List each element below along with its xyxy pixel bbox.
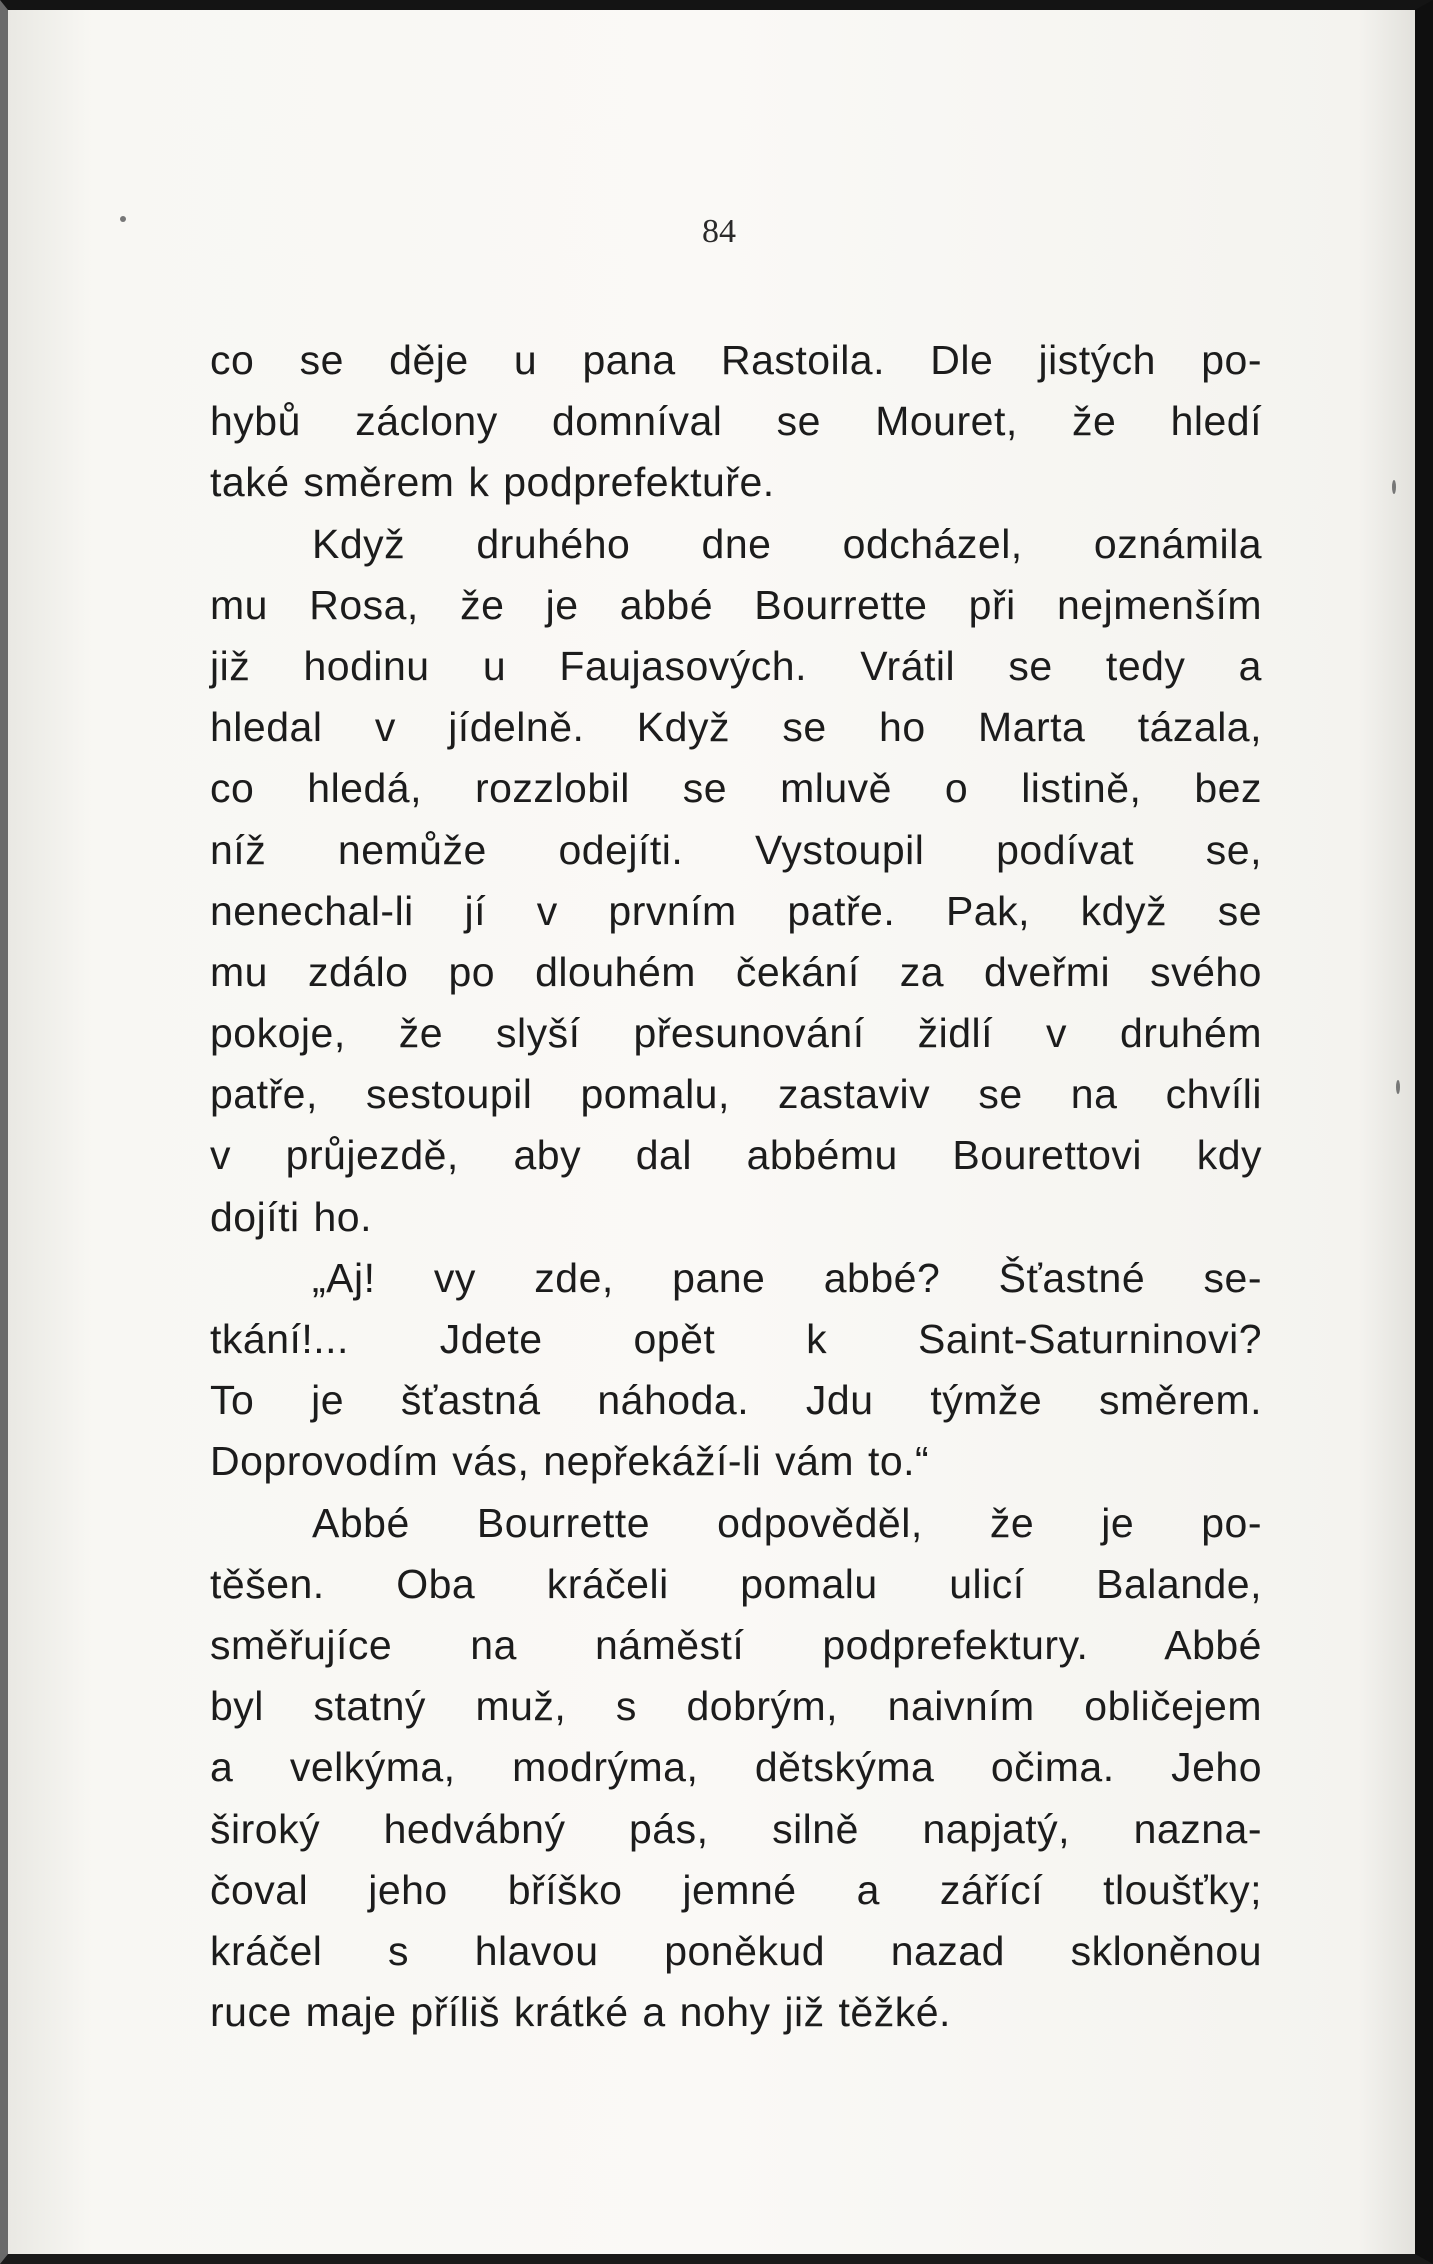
text-line: ruce maje příliš krátké a nohy již těžké.	[210, 1989, 951, 2036]
text-line: tkání!... Jdete opět k Saint-Saturninovi?	[210, 1316, 1262, 1362]
text-line: nenechal-li jí v prvním patře. Pak, když se	[210, 887, 1262, 934]
text-line: dojíti ho.	[210, 1193, 372, 1240]
text-line: patře, sestoupil pomalu, zastaviv se na chvíli	[210, 1071, 1262, 1118]
text-line: Doprovodím vás, nepřekáží-li vám to.“	[210, 1438, 930, 1485]
text-line: byl statný muž, s dobrým, naivním obličejem	[210, 1683, 1262, 1730]
text-line: kráčel s hlavou poněkud nazad skloněnou	[210, 1927, 1262, 1974]
page-number: 84	[702, 213, 736, 250]
text-line: a velkýma, modrýma, dětskýma očima. Jeho	[210, 1744, 1262, 1791]
text-line: To je šťastná náhoda. Jdu týmže směrem.	[210, 1377, 1262, 1424]
text-line: těšen. Oba kráčeli pomalu ulicí Balande,	[210, 1560, 1262, 1607]
dust-speck	[1392, 480, 1396, 494]
text-line: co se děje u pana Rastoila. Dle jistých po-	[210, 337, 1262, 383]
text-line: mu Rosa, že je abbé Bourrette při nejmenším	[210, 581, 1262, 628]
text-line: „Aj! vy zde, pane abbé? Šťastné se-	[312, 1254, 1262, 1301]
text-line: pokoje, že slyší přesunování židlí v druhém	[210, 1010, 1262, 1057]
dust-speck	[120, 216, 126, 222]
text-line: mu zdálo po dlouhém čekání za dveřmi svého	[210, 948, 1262, 995]
text-line: co hledá, rozzlobil se mluvě o listině, bez	[210, 765, 1262, 812]
body-text	[210, 330, 1262, 2043]
dust-speck	[1396, 1080, 1400, 1094]
text-line: níž nemůže odejíti. Vystoupil podívat se,	[210, 826, 1262, 873]
text-line: hledal v jídelně. Když se ho Marta tázala,	[210, 704, 1262, 751]
text-line: Abbé Bourrette odpověděl, že je po-	[312, 1499, 1262, 1546]
text-line: čoval jeho bříško jemné a zářící tloušťky;	[210, 1866, 1262, 1913]
text-line: hybů záclony domníval se Mouret, že hledí	[210, 398, 1262, 445]
text-line: již hodinu u Faujasových. Vrátil se tedy a	[210, 642, 1262, 689]
text-line: Když druhého dne odcházel, oznámila	[312, 520, 1262, 567]
text-line: také směrem k podprefektuře.	[210, 459, 775, 506]
text-line: široký hedvábný pás, silně napjatý, nazna-	[210, 1805, 1262, 1852]
text-line: v průjezdě, aby dal abbému Bourettovi kdy	[210, 1132, 1262, 1179]
text-line: směřujíce na náměstí podprefektury. Abbé	[210, 1621, 1262, 1668]
